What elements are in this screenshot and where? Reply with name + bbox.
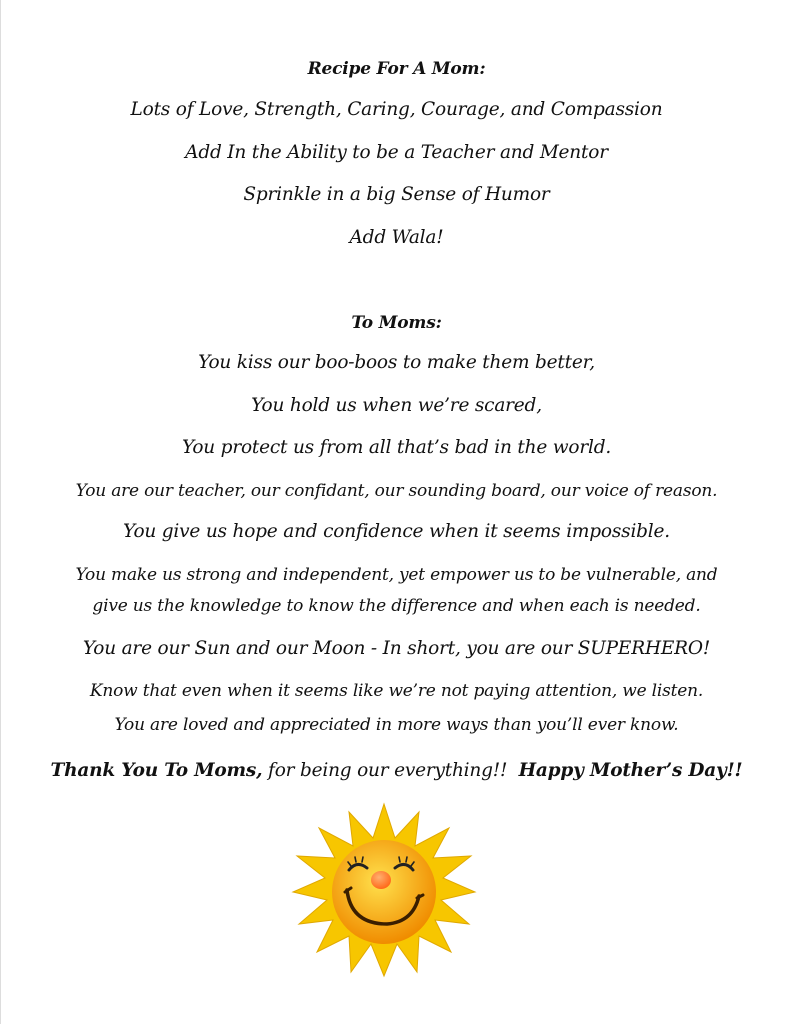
moms-line-2: You hold us when we’re scared, (251, 395, 542, 416)
closing-happy: Happy Mother’s Day!! (518, 760, 743, 781)
moms-line-1: You kiss our boo-boos to make them better, (198, 352, 595, 373)
moms-line-4: You are our teacher, our confidant, our sounding board, our voice of reason. (75, 481, 718, 501)
moms-line-9: Know that even when it seems like we’re not paying attention, we listen. (89, 681, 704, 701)
smiling-sun-illustration (291, 800, 477, 980)
closing-line (1, 760, 791, 782)
moms-line-7: give us the knowledge to know the difference and when each is needed. (92, 596, 701, 616)
recipe-title: Recipe For A Mom: (307, 59, 486, 79)
moms-title: To Moms: (351, 313, 442, 333)
closing-thanks: Thank You To Moms, (50, 760, 263, 781)
moms-line-6: You make us strong and independent, yet empower us to be vulnerable, and (75, 565, 718, 585)
sun-nose (371, 871, 391, 889)
recipe-line-2: Add In the Ability to be a Teacher and Mentor (185, 142, 608, 163)
moms-line-5: You give us hope and confidence when it seems impossible. (123, 521, 670, 542)
recipe-line-3: Sprinkle in a big Sense of Humor (243, 184, 550, 205)
moms-line-3: You protect us from all that’s bad in the world. (181, 437, 612, 458)
recipe-line-1: Lots of Love, Strength, Caring, Courage, and Compassion (130, 99, 663, 120)
closing-middle: for being our everything!! (262, 760, 519, 781)
moms-line-10: You are loved and appreciated in more ways than you’ll ever know. (114, 715, 679, 735)
moms-line-8: You are our Sun and our Moon - In short, you are our SUPERHERO! (82, 638, 711, 659)
recipe-line-4: Add Wala! (349, 227, 444, 248)
